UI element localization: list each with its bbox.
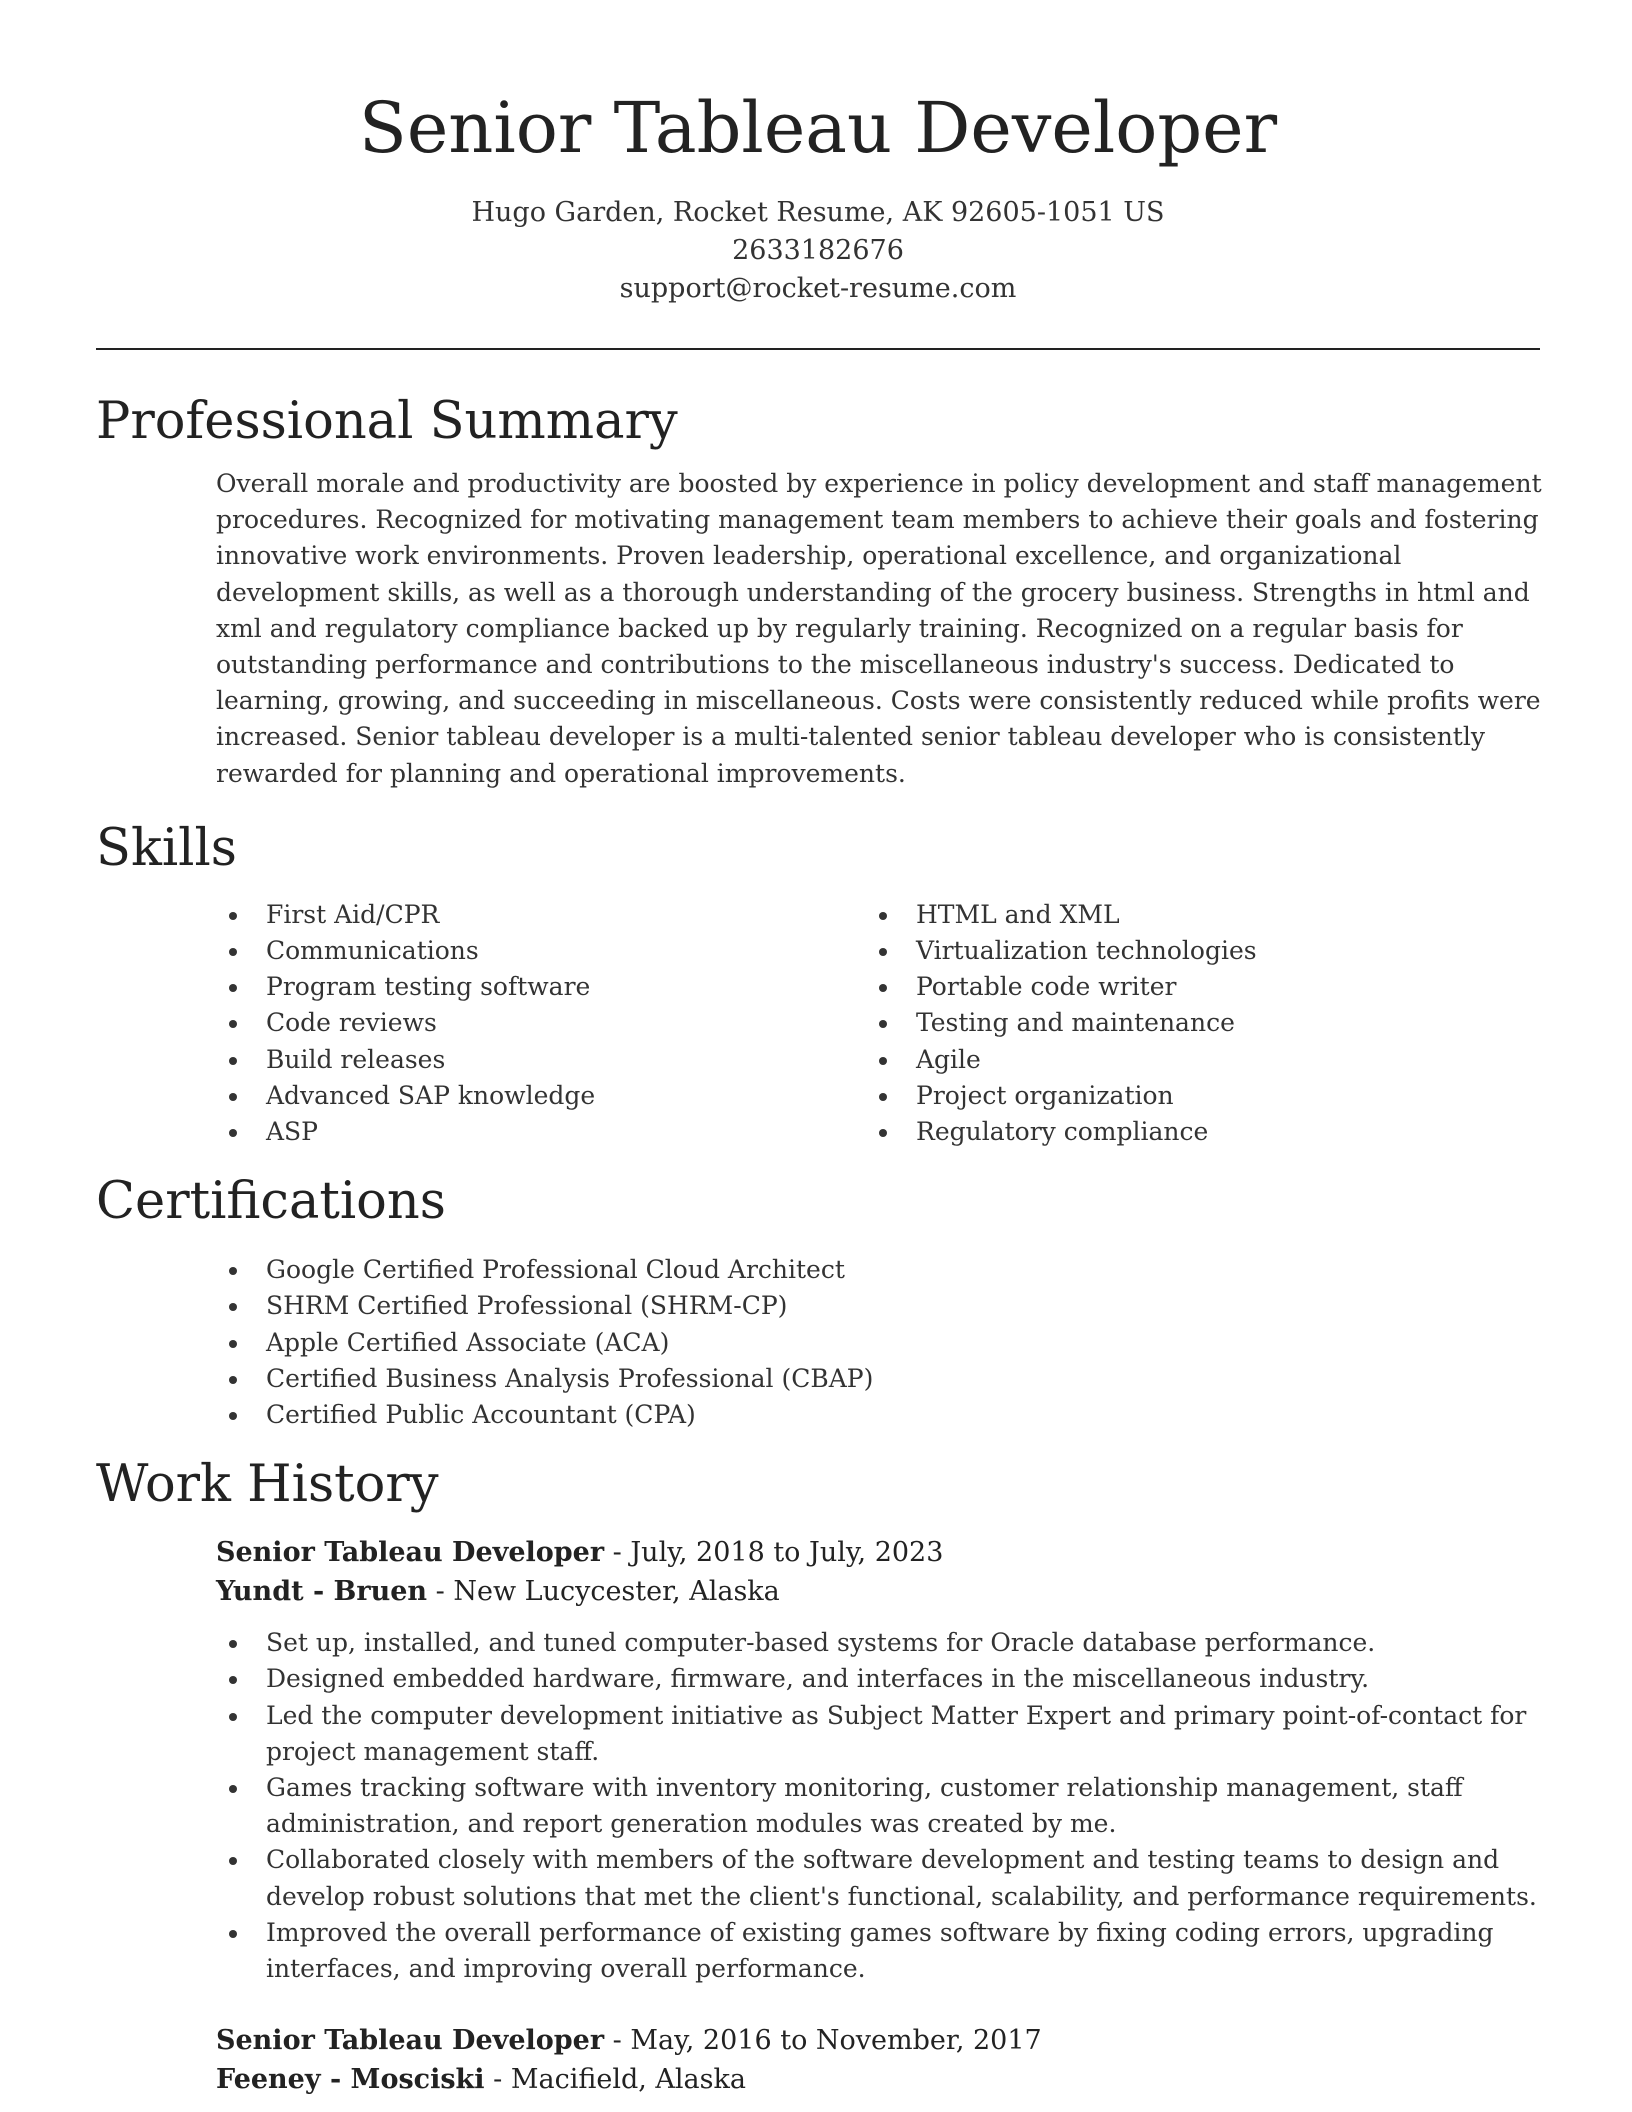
- job-company: Feeney - Mosciski: [216, 2064, 485, 2096]
- job-title-line: [216, 2021, 1540, 2060]
- job-entry: [216, 1533, 1540, 1987]
- skill-item: Code reviews: [222, 1005, 872, 1041]
- skill-item: Agile: [872, 1042, 1522, 1078]
- job-company: Yundt - Bruen: [216, 1576, 428, 1608]
- job-location: Macifield, Alaska: [510, 2064, 746, 2096]
- skills-heading: Skills: [96, 818, 237, 878]
- job-role: Senior Tableau Developer: [216, 2025, 605, 2057]
- job-bullets: [222, 1625, 1552, 1987]
- separator: -: [493, 2064, 511, 2096]
- separator: -: [612, 2025, 631, 2057]
- certification-item: SHRM Certified Professional (SHRM-CP): [222, 1288, 1540, 1324]
- job-bullet: Set up, installed, and tuned computer-based systems for Oracle database performance.: [222, 1625, 1552, 1661]
- skill-item: Regulatory compliance: [872, 1114, 1522, 1150]
- skill-item: HTML and XML: [872, 897, 1522, 933]
- skill-item: Testing and maintenance: [872, 1005, 1522, 1041]
- skill-item: Program testing software: [222, 969, 872, 1005]
- job-bullet: Improved the overall performance of existing games software by fixing coding errors, upgrading interfaces, and improving overall performance.: [222, 1915, 1552, 1987]
- skills-list: [96, 897, 1540, 1150]
- resume-title: Senior Tableau Developer: [358, 87, 1278, 169]
- skill-item: Advanced SAP knowledge: [222, 1078, 872, 1114]
- skill-item: Project organization: [872, 1078, 1522, 1114]
- contact-info: [96, 194, 1540, 308]
- skill-item: ASP: [222, 1114, 872, 1150]
- certification-item: Apple Certified Associate (ACA): [222, 1325, 1540, 1361]
- job-bullet: Designed embedded hardware, firmware, and interfaces in the miscellaneous industry.: [222, 1661, 1552, 1697]
- job-location: New Lucycester, Alaska: [453, 1576, 780, 1608]
- certification-item: Google Certified Professional Cloud Architect: [222, 1252, 1540, 1288]
- job-bullet: Collaborated closely with members of the software development and testing teams to design and develop robust solutions that met the client's functional, scalability, and performance requirements.: [222, 1842, 1552, 1914]
- certifications-list: [96, 1252, 1540, 1433]
- skill-item: Build releases: [222, 1042, 872, 1078]
- resume-header: [96, 0, 1540, 308]
- job-entry: [216, 2021, 1540, 2099]
- separator: -: [435, 1576, 454, 1608]
- job-dates: May, 2016 to November, 2017: [630, 2025, 1042, 2057]
- certification-item: Certified Business Analysis Professional (CBAP): [222, 1361, 1540, 1397]
- job-company-line: [216, 2060, 1540, 2099]
- skills-column-left: [222, 897, 872, 1150]
- skills-column-right: [872, 897, 1522, 1150]
- phone: 2633182676: [732, 235, 904, 266]
- header-divider: [96, 348, 1540, 350]
- job-bullet: Led the computer development initiative as Subject Matter Expert and primary point-of-contact for project management staff.: [222, 1698, 1552, 1770]
- job-company-line: [216, 1572, 1540, 1611]
- work-history-heading: Work History: [96, 1455, 439, 1515]
- skill-item: First Aid/CPR: [222, 897, 872, 933]
- certification-item: Certified Public Accountant (CPA): [222, 1397, 1540, 1433]
- skill-item: Communications: [222, 933, 872, 969]
- email[interactable]: support@rocket-resume.com: [619, 273, 1017, 304]
- summary-heading: Professional Summary: [96, 392, 678, 451]
- skill-item: Portable code writer: [872, 969, 1522, 1005]
- summary-text: Overall morale and productivity are boosted by experience in policy development and staff management procedures. Recognized for motivating management team members to achieve their goals and fostering innovative work environments. Proven leadership, operational excellence, and organizational development skills, as well as a thorough understanding of the grocery business. Strengths in html and xml and regulatory compliance backed up by regularly training. Recognized on a regular basis for outstanding performance and contributions to the miscellaneous industry's success. Dedicated to learning, growing, and succeeding in miscellaneous. Costs were consistently reduced while profits were increased. Senior tableau developer is a multi-talented senior tableau developer who is consistently rewarded for planning and operational improvements.: [216, 469, 1542, 788]
- skill-item: Virtualization technologies: [872, 933, 1522, 969]
- job-bullet: Games tracking software with inventory monitoring, customer relationship management, staff administration, and report generation modules was created by me.: [222, 1770, 1552, 1842]
- separator: -: [612, 1537, 631, 1569]
- resume-page: [96, 0, 1540, 2099]
- job-role: Senior Tableau Developer: [216, 1537, 605, 1569]
- certifications-heading: Certifications: [96, 1172, 446, 1232]
- job-dates: July, 2018 to July, 2023: [630, 1537, 944, 1569]
- address: Hugo Garden, Rocket Resume, AK 92605-1051 US: [471, 197, 1165, 228]
- job-title-line: [216, 1533, 1540, 1572]
